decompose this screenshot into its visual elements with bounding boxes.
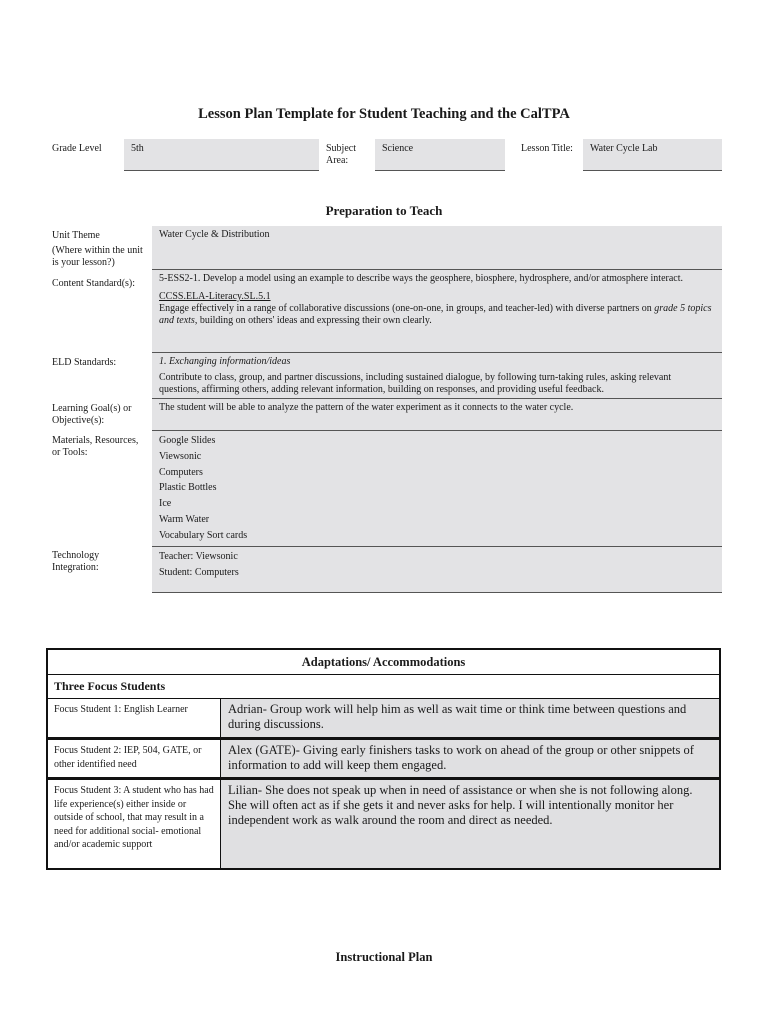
content-standard-2-italic-b: and texts bbox=[159, 315, 195, 326]
subject-label-line-2: Area: bbox=[326, 155, 349, 166]
preparation-heading: Preparation to Teach bbox=[325, 203, 443, 218]
unit-theme-value: Water Cycle & Distribution bbox=[159, 229, 270, 240]
technology-label-line-2: Integration: bbox=[52, 562, 99, 573]
subject-area-field[interactable]: Science bbox=[375, 139, 505, 171]
eld-text-line-2: questions, affirming others, adding relevant information, building on responses, and providing useful feedback. bbox=[159, 384, 604, 395]
unit-theme-label-line-1: Unit Theme bbox=[52, 230, 100, 241]
eld-text-line-1: Contribute to class, group, and partner discussions, including sustained dialogue, by following turn-taking rules, asking relevant bbox=[159, 372, 672, 383]
table-row bbox=[48, 740, 719, 780]
subject-area-label bbox=[326, 143, 356, 167]
technology-label bbox=[52, 550, 147, 574]
materials-field[interactable] bbox=[152, 431, 722, 547]
content-standard-2-text-b: , building on others' ideas and expressing their own clearly. bbox=[194, 315, 432, 326]
materials-label-line-1: Materials, Resources, bbox=[52, 435, 139, 446]
technology-student: Student: Computers bbox=[159, 566, 239, 578]
focus-students-subtitle: Three Focus Students bbox=[48, 675, 719, 699]
focus-student-3-label: Focus Student 3: A student who has had life experience(s) either inside or outside of school, that may result in a need for additional social- emotional and/or academic support bbox=[48, 780, 221, 868]
focus-student-3-text[interactable]: Lilian- She does not speak up when in need of assistance or when she is not following along. She will often act as if she gets it and never asks for help. I will intentionally monitor her independent work as walk around the room and direct as needed. bbox=[221, 780, 719, 868]
unit-theme-label-line-2: (Where within the unit bbox=[52, 245, 143, 256]
learning-goals-label-line-1: Learning Goal(s) or bbox=[52, 403, 132, 414]
learning-goals-value: The student will be able to analyze the pattern of the water experiment as it connects to the water cycle. bbox=[159, 402, 574, 413]
grade-level-label: Grade Level bbox=[52, 143, 102, 154]
material-item: Vocabulary Sort cards bbox=[159, 529, 248, 541]
eld-heading: 1. Exchanging information/ideas bbox=[159, 356, 291, 367]
document-title: Lesson Plan Template for Student Teaching and the CalTPA bbox=[198, 106, 570, 122]
lesson-title-field[interactable]: Water Cycle Lab bbox=[583, 139, 722, 171]
material-item: Computers bbox=[159, 466, 203, 478]
lesson-title-label: Lesson Title: bbox=[521, 143, 573, 154]
adaptations-table bbox=[46, 648, 721, 870]
technology-teacher: Teacher: Viewsonic bbox=[159, 551, 238, 562]
learning-goals-label-line-2: Objective(s): bbox=[52, 415, 105, 426]
focus-student-2-text[interactable]: Alex (GATE)- Giving early finishers tasks to work on ahead of the group or other snippets of information to add will keep them engaged. bbox=[221, 740, 719, 777]
learning-goals-label bbox=[52, 403, 147, 427]
content-standards-field[interactable] bbox=[152, 270, 722, 353]
content-standard-2-text-a: Engage effectively in a range of collaborative discussions (one-on-one, in groups, and teacher-led) with diverse partners on bbox=[159, 303, 655, 314]
focus-student-1-text[interactable]: Adrian- Group work will help him as well as wait time or think time between questions and during discussions. bbox=[221, 699, 719, 737]
material-item: Ice bbox=[159, 498, 172, 510]
grade-level-field[interactable]: 5th bbox=[124, 139, 319, 171]
table-row bbox=[48, 780, 719, 868]
technology-field[interactable] bbox=[152, 547, 722, 593]
material-item: Viewsonic bbox=[159, 450, 202, 462]
unit-theme-label bbox=[52, 230, 147, 269]
adaptations-title: Adaptations/ Accommodations bbox=[48, 650, 719, 675]
instructional-plan-heading: Instructional Plan bbox=[335, 950, 433, 964]
eld-standards-label: ELD Standards: bbox=[52, 357, 117, 368]
material-item: Google Slides bbox=[159, 435, 216, 446]
content-standard-1: 5-ESS2-1. Develop a model using an example to describe ways the geosphere, biosphere, hydrosphere, and/or atmosphere interact. bbox=[159, 273, 684, 284]
content-standards-label: Content Standard(s): bbox=[52, 278, 136, 289]
content-standard-2-italic-a: grade 5 topics bbox=[654, 303, 712, 314]
material-item: Warm Water bbox=[159, 513, 210, 525]
material-item: Plastic Bottles bbox=[159, 482, 217, 494]
content-standard-2-code: CCSS.ELA-Literacy.SL.5.1 bbox=[159, 291, 271, 302]
technology-label-line-1: Technology bbox=[52, 550, 100, 561]
subject-label-line-1: Subject bbox=[326, 143, 356, 154]
materials-label bbox=[52, 435, 147, 459]
unit-theme-label-line-3: is your lesson?) bbox=[52, 257, 115, 268]
learning-goals-field[interactable] bbox=[152, 399, 722, 431]
eld-standards-field[interactable] bbox=[152, 353, 722, 399]
focus-student-1-label: Focus Student 1: English Learner bbox=[48, 699, 221, 737]
materials-label-line-2: or Tools: bbox=[52, 447, 88, 458]
unit-theme-field[interactable] bbox=[152, 226, 722, 270]
table-row bbox=[48, 699, 719, 740]
focus-student-2-label: Focus Student 2: IEP, 504, GATE, or other identified need bbox=[48, 740, 221, 777]
